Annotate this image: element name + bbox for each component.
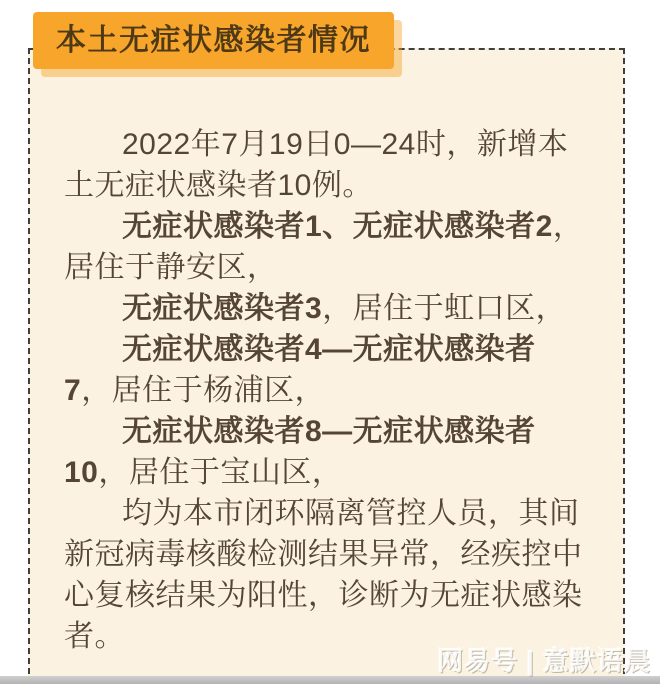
content-lines <box>30 50 623 657</box>
text-line <box>64 493 605 534</box>
text-line <box>64 247 605 288</box>
body-text: 者。 <box>64 620 125 653</box>
case-label-bold: 10 <box>64 456 99 489</box>
body-text: 居住于静安区， <box>64 251 278 284</box>
body-text: 均为本市闭环隔离管控人员，其间 <box>122 497 580 530</box>
announcement-card <box>28 48 625 684</box>
case-label-bold: 无症状感染者4—无症状感染者 <box>122 333 536 366</box>
text-line <box>64 329 605 370</box>
body-text: ，居住于杨浦区， <box>81 374 326 407</box>
text-line <box>64 370 605 411</box>
section-title-badge: 本土无症状感染者情况 <box>33 12 394 69</box>
body-text: ， <box>552 210 584 243</box>
text-line <box>64 534 605 575</box>
body-text: ，居住于宝山区， <box>98 456 343 489</box>
text-line <box>64 411 605 452</box>
body-text: 新冠病毒核酸检测结果异常，经疾控中 <box>64 538 583 571</box>
body-text: ，居住于虹口区， <box>322 292 567 325</box>
case-label-bold: 无症状感染者1、无症状感染者2 <box>122 210 553 243</box>
body-text: 2022年7月19日0—24时，新增本 <box>122 128 569 161</box>
text-line <box>64 165 605 206</box>
text-line <box>64 575 605 616</box>
text-line <box>64 288 605 329</box>
text-line <box>64 452 605 493</box>
text-line <box>64 124 605 165</box>
text-line <box>64 206 605 247</box>
case-label-bold: 无症状感染者3 <box>122 292 323 325</box>
case-label-bold: 7 <box>64 374 82 407</box>
publisher-watermark: 网易号 | 意默语晨 <box>437 646 651 676</box>
body-text: 心复核结果为阳性，诊断为无症状感染 <box>64 579 583 612</box>
case-label-bold: 无症状感染者8—无症状感染者 <box>122 415 536 448</box>
body-text: 土无症状感染者10例。 <box>64 169 373 202</box>
